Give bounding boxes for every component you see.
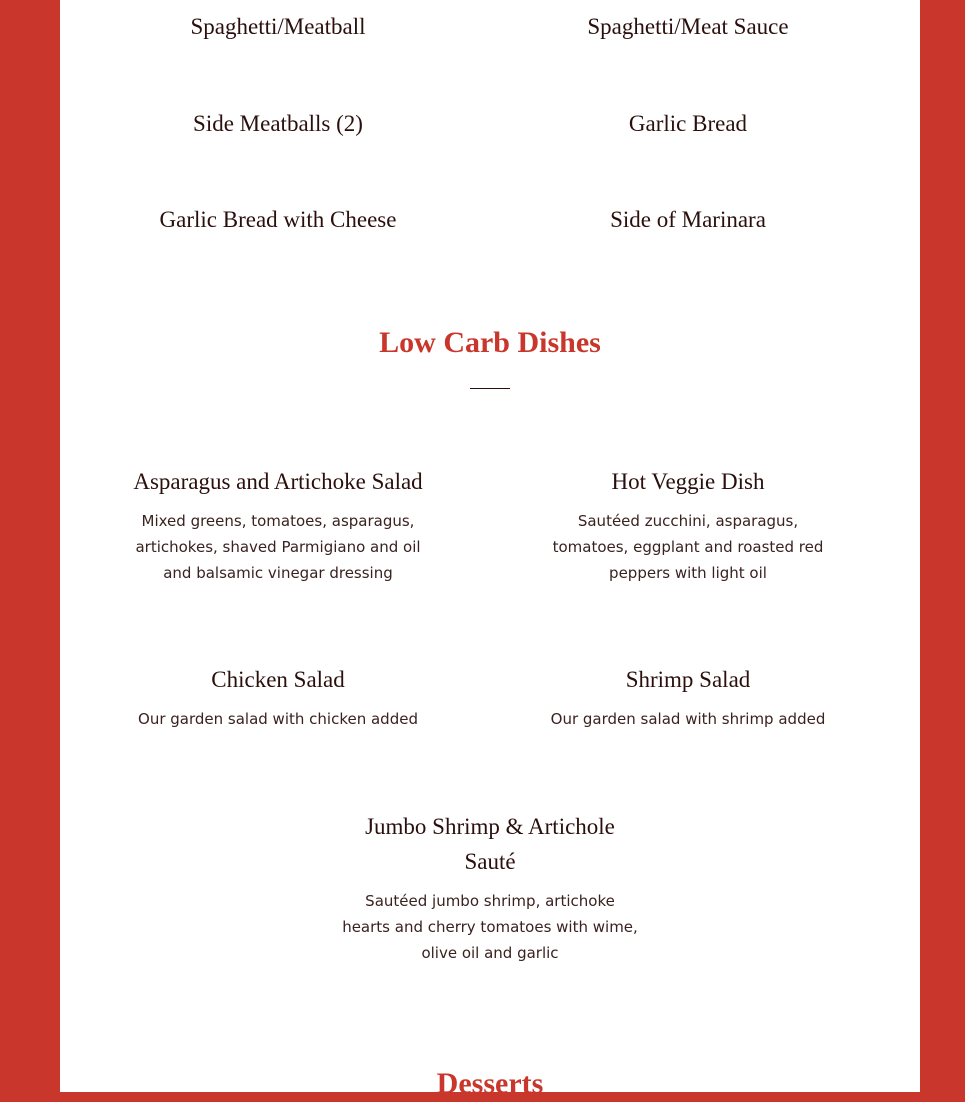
menu-item-spaghetti-meatball bbox=[120, 9, 436, 44]
menu-item-title: Asparagus and Artichoke Salad bbox=[133, 469, 423, 494]
menu-item-jumbo-shrimp-saute bbox=[340, 809, 640, 966]
menu-item-title: Chicken Salad bbox=[211, 667, 345, 692]
menu-item-title: Spaghetti/Meat Sauce bbox=[587, 14, 789, 39]
menu-item-asparagus-artichoke-salad bbox=[120, 464, 436, 586]
section-heading-low-carb: Low Carb Dishes bbox=[379, 326, 601, 359]
menu-item-title: Side of Marinara bbox=[610, 207, 766, 232]
menu-item-description: Sautéed zucchini, asparagus, tomatoes, eggplant and roasted red peppers with light oil bbox=[552, 512, 824, 582]
menu-item-title: Hot Veggie Dish bbox=[611, 469, 765, 494]
menu-item-shrimp-salad bbox=[538, 662, 838, 732]
menu-item-hot-veggie-dish bbox=[538, 464, 838, 586]
menu-item-side-marinara bbox=[538, 202, 838, 237]
menu-item-spaghetti-meat-sauce bbox=[538, 9, 838, 44]
menu-item-description: Sautéed jumbo shrimp, artichoke hearts and cherry tomatoes with wime, olive oil and garlic bbox=[342, 892, 638, 962]
menu-item-garlic-bread bbox=[538, 106, 838, 141]
menu-item-title: Side Meatballs (2) bbox=[193, 111, 363, 136]
menu-item-title: Garlic Bread with Cheese bbox=[159, 207, 397, 232]
menu-item-description: Mixed greens, tomatoes, asparagus, artichokes, shaved Parmigiano and oil and balsamic vinegar dressing bbox=[135, 512, 421, 582]
menu-item-title: Garlic Bread bbox=[628, 111, 748, 136]
menu-item-garlic-bread-cheese bbox=[120, 202, 436, 237]
menu-item-title: Spaghetti/Meatball bbox=[190, 14, 366, 39]
menu-item-description: Our garden salad with chicken added bbox=[138, 710, 418, 728]
menu-item-side-meatballs bbox=[120, 106, 436, 141]
menu-item-title: Jumbo Shrimp & Artichole Sauté bbox=[365, 814, 615, 874]
menu-item-description: Our garden salad with shrimp added bbox=[550, 710, 826, 728]
section-heading-desserts: Desserts bbox=[436, 1067, 544, 1100]
menu-item-title: Shrimp Salad bbox=[625, 667, 751, 692]
menu-panel bbox=[60, 0, 920, 1100]
section-divider bbox=[470, 388, 510, 389]
menu-item-chicken-salad bbox=[120, 662, 436, 732]
